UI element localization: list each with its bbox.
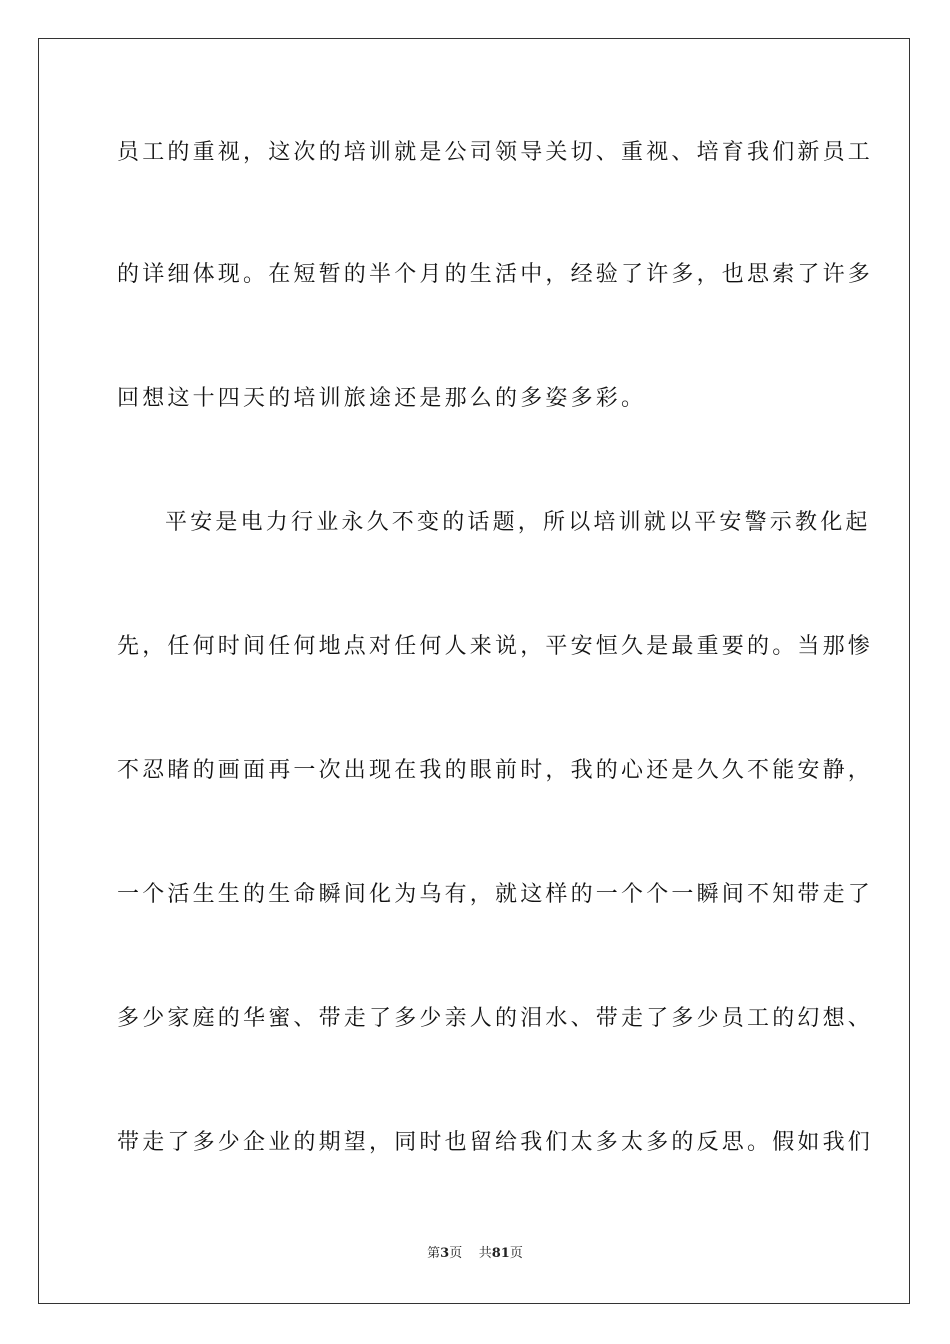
text-line-8: 多少家庭的华蜜、带走了多少亲人的泪水、带走了多少员工的幻想、 (117, 1006, 874, 1031)
page-border (38, 38, 910, 1304)
footer-page-number: 3 (440, 1246, 450, 1261)
page-footer (0, 1245, 950, 1263)
text-line-1: 员工的重视，这次的培训就是公司领导关切、重视、培育我们新员工 (117, 140, 874, 165)
footer-total-suffix: 页 (509, 1246, 523, 1261)
text-line-9: 带走了多少企业的期望，同时也留给我们太多太多的反思。假如我们 (117, 1130, 874, 1155)
text-line-6: 不忍睹的画面再一次出现在我的眼前时，我的心还是久久不能安静， (117, 758, 874, 783)
footer-page-suffix: 页 (449, 1246, 463, 1261)
footer-total-prefix: 共 (478, 1246, 492, 1261)
text-line-7: 一个活生生的生命瞬间化为乌有，就这样的一个个一瞬间不知带走了 (117, 882, 874, 907)
text-line-2: 的详细体现。在短暂的半个月的生活中，经验了许多，也思索了许多 (117, 262, 874, 287)
footer-page-prefix: 第 (427, 1246, 441, 1261)
text-line-3: 回想这十四天的培训旅途还是那么的多姿多彩。 (117, 386, 647, 411)
text-line-4: 平安是电力行业永久不变的话题，所以培训就以平安警示教化起 (165, 510, 871, 535)
text-line-5: 先，任何时间任何地点对任何人来说，平安恒久是最重要的。当那惨 (117, 634, 874, 659)
footer-total-pages: 81 (491, 1246, 510, 1261)
